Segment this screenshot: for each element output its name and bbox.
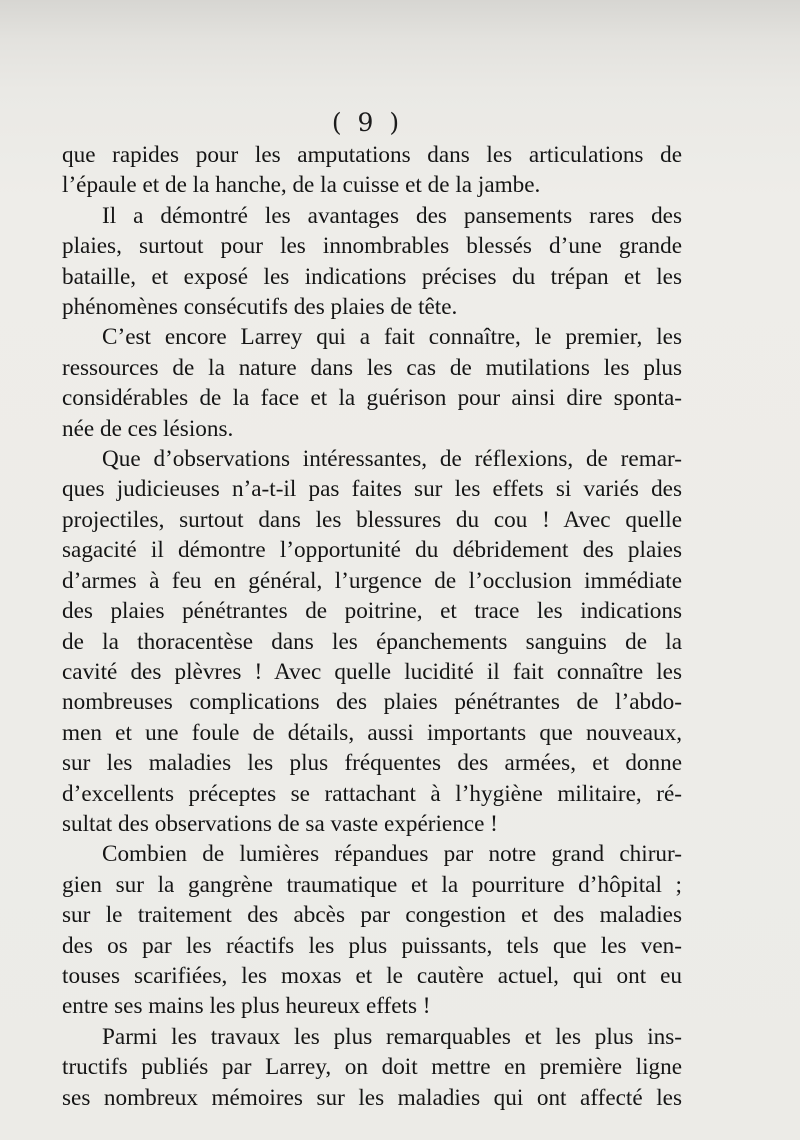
text-line: sur le traitement des abcès par congestion et des maladies bbox=[62, 902, 682, 929]
text-line: d’armes à feu en général, l’urgence de l’occlusion immédiate bbox=[62, 567, 682, 594]
text-line: l’épaule et de la hanche, de la cuisse et de la jambe. bbox=[62, 172, 541, 199]
paragraph-5 bbox=[62, 839, 682, 1021]
text-line: bataille, et exposé les indications précises du trépan et les bbox=[62, 263, 682, 290]
text-line: projectiles, surtout dans les blessures du cou ! Avec quelle bbox=[62, 506, 682, 533]
text-line: gien sur la gangrène traumatique et la pourriture d’hôpital ; bbox=[62, 871, 682, 898]
text-line: née de ces lésions. bbox=[62, 415, 234, 442]
body-text bbox=[62, 140, 682, 1113]
text-line: des os par les réactifs les plus puissants, tels que les ven- bbox=[62, 932, 682, 959]
text-line: ques judicieuses n’a-t-il pas faites sur les effets si variés des bbox=[62, 476, 682, 503]
text-line: Il a démontré les avantages des pansements rares des bbox=[102, 202, 682, 229]
text-line: tructifs publiés par Larrey, on doit mettre en première ligne bbox=[62, 1054, 682, 1081]
text-line: considérables de la face et la guérison pour ainsi dire sponta- bbox=[62, 385, 682, 412]
text-line: sur les maladies les plus fréquentes des armées, et donne bbox=[62, 750, 682, 777]
text-line: nombreuses complications des plaies pénétrantes de l’abdo- bbox=[62, 689, 682, 716]
text-line: Parmi les travaux les plus remarquables et les plus ins- bbox=[102, 1023, 682, 1050]
page-number: ( 9 ) bbox=[331, 108, 404, 137]
paragraph-1 bbox=[62, 140, 682, 201]
paragraph-4 bbox=[62, 444, 682, 839]
paragraph-2 bbox=[62, 201, 682, 323]
text-line: d’excellents préceptes se rattachant à l’hygiène militaire, ré- bbox=[62, 780, 682, 807]
paragraph-3 bbox=[62, 322, 682, 444]
text-line: cavité des plèvres ! Avec quelle lucidité il fait connaître les bbox=[62, 658, 682, 685]
text-line: Que d’observations intéressantes, de réflexions, de remar- bbox=[102, 446, 682, 473]
text-line: ressources de la nature dans les cas de mutilations les plus bbox=[62, 354, 682, 381]
text-line: plaies, surtout pour les innombrables blessés d’une grande bbox=[62, 233, 682, 260]
text-line: touses scarifiées, les moxas et le cautère actuel, qui ont eu bbox=[62, 962, 682, 989]
text-line: ses nombreux mémoires sur les maladies qui ont affecté les bbox=[62, 1084, 682, 1111]
text-line: Combien de lumières répandues par notre grand chirur- bbox=[102, 841, 682, 868]
text-line: entre ses mains les plus heureux effets ! bbox=[62, 993, 431, 1020]
text-line: sultat des observations de sa vaste expérience ! bbox=[62, 810, 498, 837]
paragraph-6 bbox=[62, 1022, 682, 1113]
text-line: phénomènes consécutifs des plaies de tête. bbox=[62, 294, 458, 321]
text-line: de la thoracentèse dans les épanchements sanguins de la bbox=[62, 628, 682, 655]
text-line: C’est encore Larrey qui a fait connaître, le premier, les bbox=[102, 324, 682, 351]
text-line: men et une foule de détails, aussi importants que nouveaux, bbox=[62, 719, 682, 746]
text-line: sagacité il démontre l’opportunité du débridement des plaies bbox=[62, 537, 682, 564]
text-line: que rapides pour les amputations dans les articulations de bbox=[62, 142, 682, 168]
text-line: des plaies pénétrantes de poitrine, et trace les indications bbox=[62, 598, 682, 625]
